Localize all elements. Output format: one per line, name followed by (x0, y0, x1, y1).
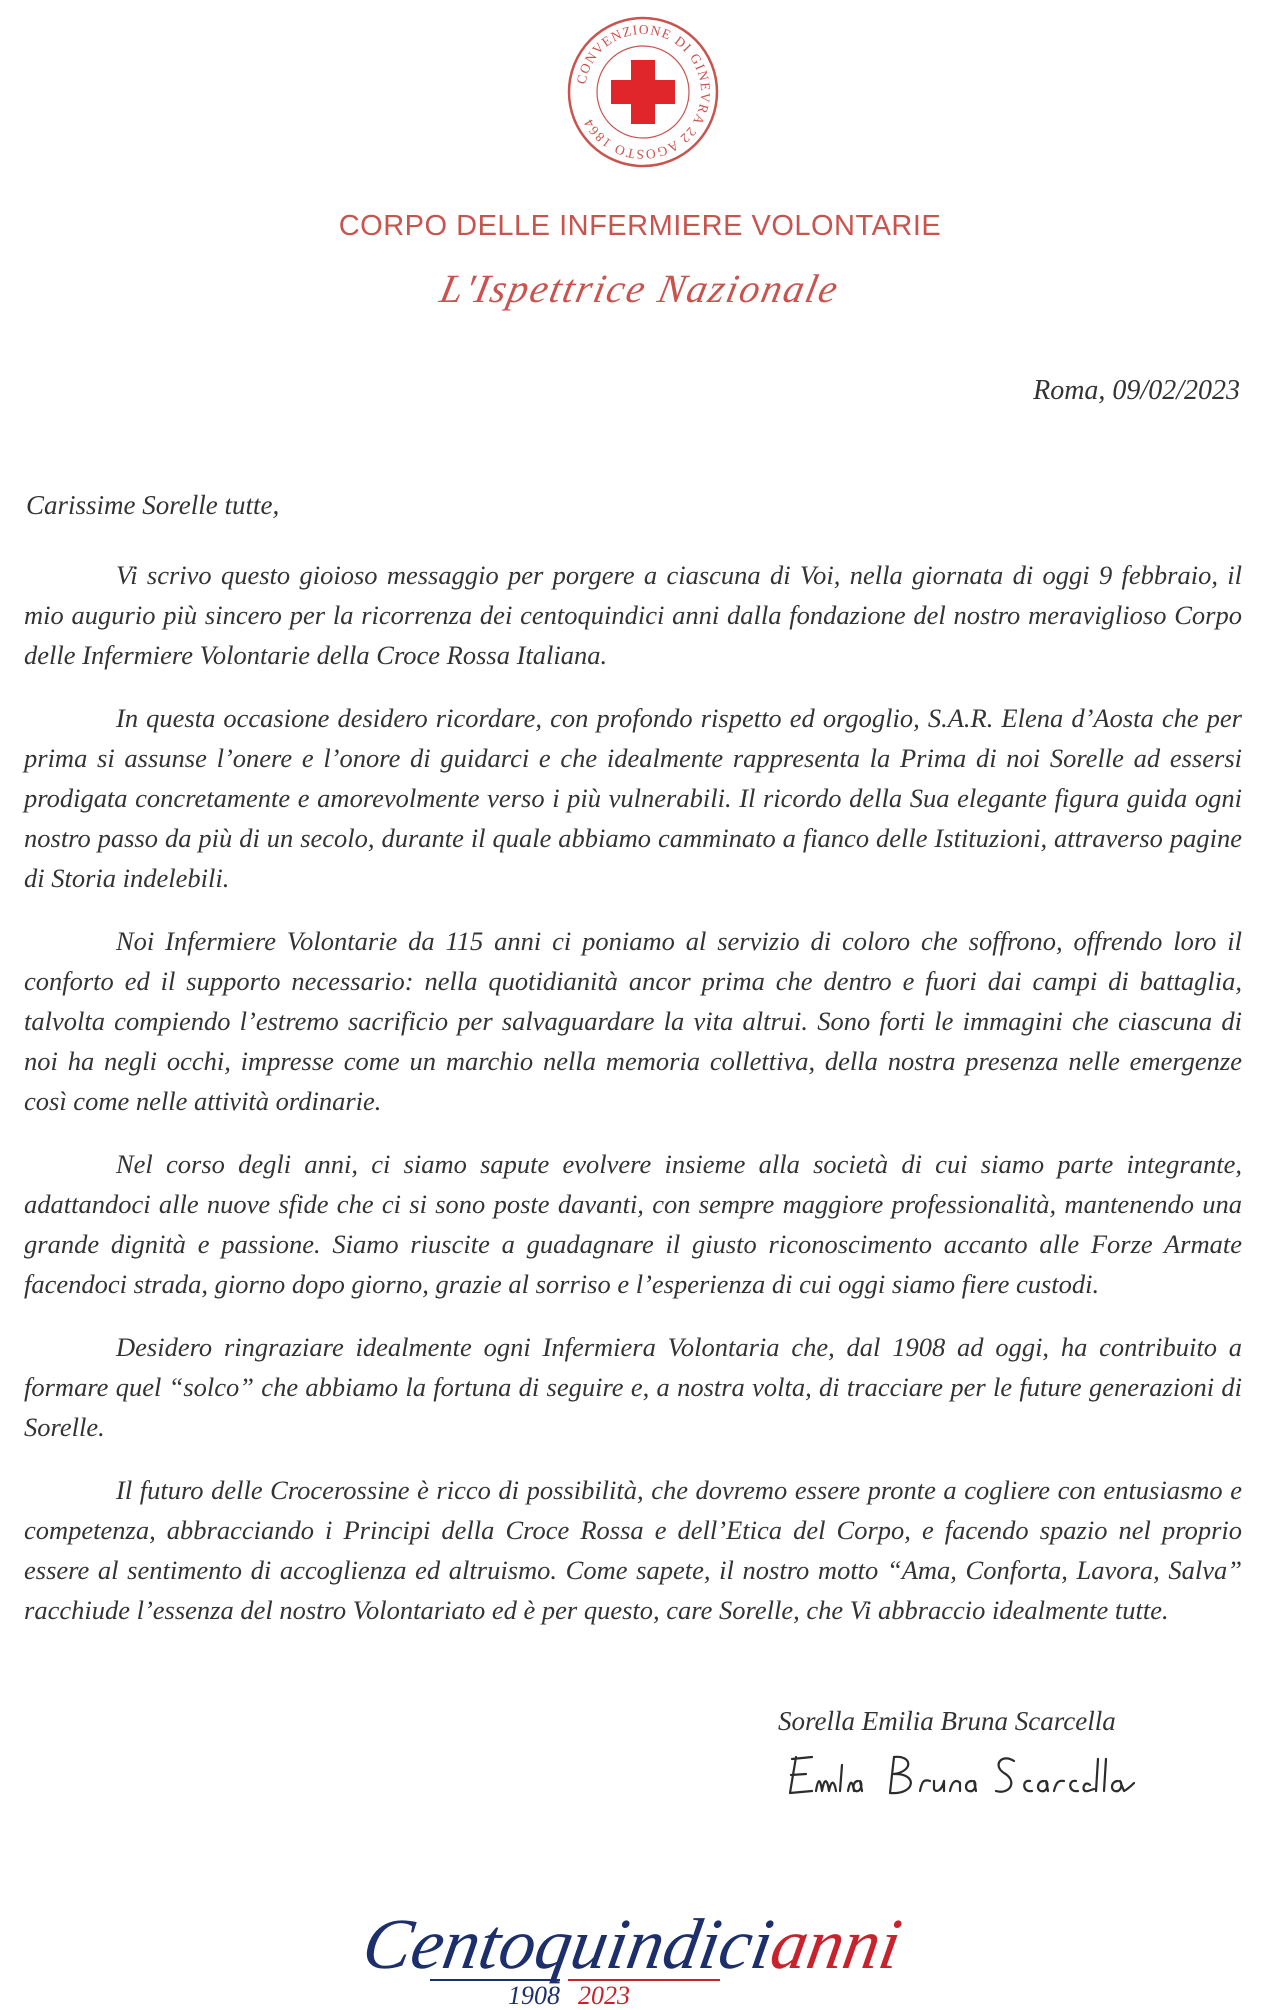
paragraph: Noi Infermiere Volontarie da 115 anni ci poniamo al servizio di coloro che soffrono, offrendo loro il conforto ed il supporto necessario: nella quotidianità ancor prima che dentro e fuori dai campi di battaglia, talvolta compiendo l’estremo sacrificio per salvaguardare la vita altrui. Sono forti le immagini che ciascuna di noi ha negli occhi, impresse come un marchio nella memoria collettiva, della nostra presenza nelle emergenze così come nelle attività ordinarie. (24, 926, 1242, 1116)
logo-year-start: 1908 (508, 1981, 560, 2010)
signature-text: Emilia Bruna Scarcella (782, 1745, 794, 1746)
letter-body (24, 555, 1242, 1653)
handwritten-signature (782, 1745, 1142, 1805)
logo-text-anni: anni (765, 1903, 908, 1984)
paragraph: In questa occasione desidero ricordare, con profondo rispetto ed orgoglio, S.A.R. Elena d’Aosta che per prima si assunse l’onere e l’onore di guidarci e che idealmente rappresenta la Prima di noi Sorelle ad essersi prodigata concretamente e amorevolmente verso i più vulnerabili. Il ricordo della Sua elegante figura guida ogni nostro passo da più di un secolo, durante il quale abbiamo camminato a fianco delle Istituzioni, attraverso pagine di Storia indelebili. (24, 703, 1242, 893)
logo-text-centoquindici: Centoquindici (357, 1903, 780, 1984)
svg-text:Centoquindicianni (357, 1903, 907, 1983)
logo-year-end: 2023 (578, 1981, 630, 2010)
salutation: Carissime Sorelle tutte, (26, 490, 280, 520)
red-cross-icon (611, 60, 675, 124)
organization-name: CORPO DELLE INFERMIERE VOLONTARIE (338, 210, 942, 242)
red-cross-seal (563, 12, 723, 172)
anniversary-logo (0, 1900, 1280, 2010)
paragraph: Nel corso degli anni, ci siamo sapute evolvere insieme alla società di cui siamo parte integrante, adattandoci alle nuove sfide che ci si sono poste davanti, con sempre maggiore professionalità, mantenendo una grande dignità e passione. Siamo riuscite a guadagnare il giusto riconoscimento accanto alle Forze Armate facendoci strada, giorno dopo giorno, grazie al sorriso e l’esperienza di cui oggi siamo fiere custodi. (24, 1149, 1242, 1299)
office-title: L'Ispettrice Nazionale (436, 266, 844, 311)
paragraph: Il futuro delle Crocerossine è ricco di possibilità, che dovremo essere pronte a cogliere con entusiasmo e competenza, abbracciando i Principi della Croce Rossa e dell’Etica del Corpo, e facendo spazio nel proprio essere al sentimento di accoglienza ed altruismo. Come sapete, il nostro motto “Ama, Conforta, Lavora, Salva” racchiude l’essenza del nostro Volontariato ed è per questo, care Sorelle, che Vi abbraccio idealmente tutte. (24, 1475, 1242, 1625)
signatory-name: Sorella Emilia Bruna Scarcella (778, 1706, 1116, 1736)
paragraph: Desidero ringraziare idealmente ogni Infermiera Volontaria che, dal 1908 ad oggi, ha contribuito a formare quel “solco” che abbiamo la fortuna di seguire e, a nostra volta, di tracciare per le future generazioni di Sorelle. (24, 1332, 1242, 1442)
letter-date: Roma, 09/02/2023 (1033, 375, 1240, 406)
seal-text: CONVENZIONE DI GINEVRA 22 AGOSTO 1864 (573, 21, 714, 163)
paragraph: Vi scrivo questo gioioso messaggio per porgere a ciascuna di Voi, nella giornata di oggi 9 febbraio, il mio augurio più sincero per la ricorrenza dei centoquindici anni dalla fondazione del nostro meraviglioso Corpo delle Infermiere Volontarie della Croce Rossa Italiana. (24, 560, 1242, 670)
